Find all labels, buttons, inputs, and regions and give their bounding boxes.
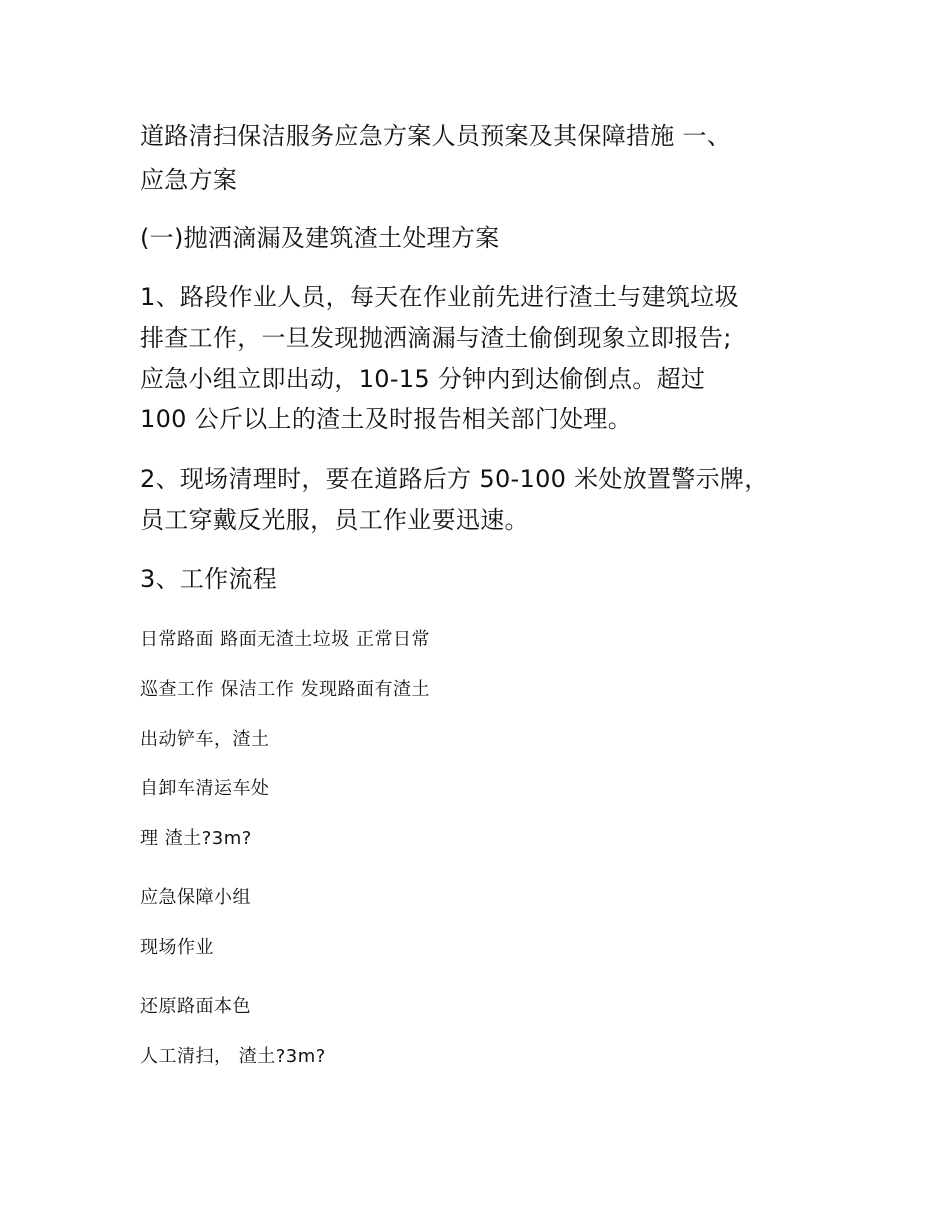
flow-line: 人工清扫， 渣土?3m? — [140, 1046, 326, 1067]
paragraph-line: 1、路段作业人员，每天在作业前先进行渣土与建筑垃圾 — [140, 283, 739, 311]
flow-line: 巡查工作 保洁工作 发现路面有渣土 — [140, 679, 430, 700]
section-heading: (一)抛洒滴漏及建筑渣土处理方案 — [140, 224, 500, 252]
flow-line: 自卸车清运车处 — [140, 778, 270, 799]
paragraph-line: 100 公斤以上的渣土及时报告相关部门处理。 — [140, 405, 633, 433]
paragraph-line: 2、现场清理时，要在道路后方 50-100 米处放置警示牌， — [140, 465, 769, 493]
flow-heading: 3、工作流程 — [140, 565, 278, 593]
flow-line: 应急保障小组 — [140, 887, 251, 908]
flow-line: 日常路面 路面无渣土垃圾 正常日常 — [140, 629, 430, 650]
flow-line: 出动铲车，渣土 — [140, 729, 270, 750]
doc-title-line-1: 道路清扫保洁服务应急方案人员预案及其保障措施 一、 — [140, 122, 732, 150]
paragraph-line: 排查工作，一旦发现抛洒滴漏与渣土偷倒现象立即报告; — [140, 324, 732, 352]
flow-line: 理 渣土?3m? — [140, 828, 252, 849]
doc-title-line-2: 应急方案 — [140, 166, 238, 194]
paragraph-line: 员工穿戴反光服，员工作业要迅速。 — [140, 506, 529, 534]
flow-line: 还原路面本色 — [140, 996, 251, 1017]
paragraph-line: 应急小组立即出动，10-15 分钟内到达偷倒点。超过 — [140, 365, 706, 393]
flow-line: 现场作业 — [140, 937, 214, 958]
